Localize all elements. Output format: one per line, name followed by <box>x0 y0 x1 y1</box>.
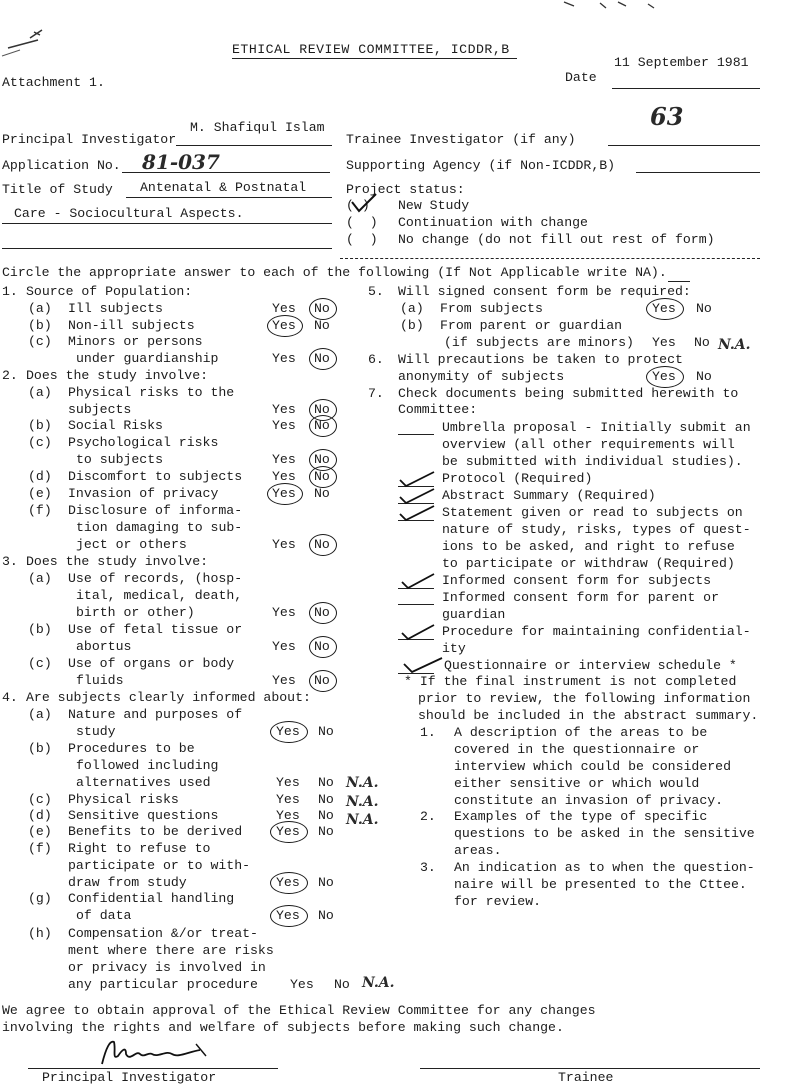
status-option-new: New Study <box>398 198 470 213</box>
q3b-text-2: abortus <box>76 639 132 654</box>
q1a-no[interactable]: No <box>314 301 330 316</box>
q3-title: Does the study involve: <box>26 554 209 569</box>
protocol-checkmark-icon <box>398 470 438 488</box>
attachment-label: Attachment 1. <box>2 75 105 90</box>
statement-checkmark-icon <box>398 504 438 522</box>
q3a-text-1: Use of records, (hosp- <box>68 571 243 586</box>
q2f-no[interactable]: No <box>314 537 330 552</box>
footnote-item-1-line-2: covered in the questionnaire or <box>454 742 700 757</box>
q2d-circle <box>309 466 337 488</box>
q2b-text: Social Risks <box>68 418 163 433</box>
q4b-letter: (b) <box>28 741 52 756</box>
umbrella-text-3: be submitted with individual studies). <box>442 454 743 469</box>
trainee-label: Trainee Investigator (if any) <box>346 132 576 147</box>
q7-text-1: Check documents being submitted herewith to <box>398 386 739 401</box>
footnote-item-2-line-2: questions to be asked in the sensitive <box>454 826 755 841</box>
footnote-item-3-line-3: for review. <box>454 894 542 909</box>
q1b-no[interactable]: No <box>314 318 330 333</box>
application-underline <box>122 172 330 173</box>
q2b-yes[interactable]: Yes <box>272 418 296 433</box>
q4a-text-1: Nature and purposes of <box>68 707 243 722</box>
q1c-text-1: Minors or persons <box>68 334 203 349</box>
statement-text-1: Statement given or read to subjects on <box>442 505 743 520</box>
q4f-text-1: Right to refuse to <box>68 841 211 856</box>
q4e-yes[interactable]: Yes <box>276 824 300 839</box>
q2e-text: Invasion of privacy <box>68 486 219 501</box>
protocol-text: Protocol (Required) <box>442 471 593 486</box>
q4d-text: Sensitive questions <box>68 808 219 823</box>
q2a-text-2: subjects <box>68 402 132 417</box>
q1b-letter: (b) <box>28 318 52 333</box>
q3b-no[interactable]: No <box>314 639 330 654</box>
q2d-yes[interactable]: Yes <box>272 469 296 484</box>
confidentiality-text-2: ity <box>442 641 466 656</box>
confidentiality-checkmark-icon <box>400 623 440 641</box>
q6-text-2: anonymity of subjects <box>398 369 565 384</box>
q2e-yes[interactable]: Yes <box>272 486 296 501</box>
q5a-circle <box>646 298 684 320</box>
q4c-na: N.A. <box>346 794 379 810</box>
q3b-text-1: Use of fetal tissue or <box>68 622 243 637</box>
statement-text-3: ions to be asked, and right to refuse <box>442 539 735 554</box>
q2e-letter: (e) <box>28 486 52 501</box>
q4h-na: N.A. <box>362 975 395 991</box>
q3a-no[interactable]: No <box>314 605 330 620</box>
q6-circle <box>646 366 684 388</box>
q4d-letter: (d) <box>28 808 52 823</box>
agency-label: Supporting Agency (if Non-ICDDR,B) <box>346 158 616 173</box>
q5a-letter: (a) <box>400 301 424 316</box>
footnote-line-2: prior to review, the following information <box>418 691 751 706</box>
q4d-na: N.A. <box>346 812 379 828</box>
consent-parent-blank[interactable] <box>398 604 434 605</box>
q2b-no[interactable]: No <box>314 418 330 433</box>
q2e-no[interactable]: No <box>314 486 330 501</box>
q4b-no[interactable]: No <box>318 775 334 790</box>
footnote-line-1: * If the final instrument is not completed <box>404 674 737 689</box>
q6-no[interactable]: No <box>696 369 712 384</box>
q2f-text-2: tion damaging to sub- <box>76 520 243 535</box>
q5a-yes[interactable]: Yes <box>652 301 676 316</box>
q4b-text-1: Procedures to be <box>68 741 195 756</box>
q2d-no[interactable]: No <box>314 469 330 484</box>
q4f-circle <box>270 872 308 894</box>
pi-label: Principal Investigator <box>2 132 177 147</box>
footnote-item-2-number: 2. <box>420 809 436 824</box>
header-separator <box>340 258 760 259</box>
q4-title: Are subjects clearly informed about: <box>26 690 311 705</box>
q4g-text-1: Confidential handling <box>68 891 235 906</box>
application-label: Application No. <box>2 158 121 173</box>
q2-number: 2. <box>2 368 18 383</box>
pi-signature <box>96 1036 226 1068</box>
pi-underline <box>176 145 332 146</box>
q5a-no[interactable]: No <box>696 301 712 316</box>
q1c-circle <box>309 348 337 370</box>
q3c-letter: (c) <box>28 656 52 671</box>
q2c-text-2: to subjects <box>76 452 164 467</box>
study-title-value-2: Care - Sociocultural Aspects. <box>14 206 244 221</box>
form-title: ETHICAL REVIEW COMMITTEE, ICDDR,B <box>232 42 510 57</box>
q2a-no[interactable]: No <box>314 402 330 417</box>
q4b-text-2: followed including <box>76 758 219 773</box>
q3a-yes[interactable]: Yes <box>272 605 296 620</box>
abstract-checkmark-icon <box>398 487 438 505</box>
q3c-text-1: Use of organs or body <box>68 656 235 671</box>
q4c-letter: (c) <box>28 792 52 807</box>
statement-text-4: to participate or withdraw (Required) <box>442 556 735 571</box>
q2c-yes[interactable]: Yes <box>272 452 296 467</box>
q6-number: 6. <box>368 352 384 367</box>
date-value: 11 September 1981 <box>614 55 749 70</box>
q4g-no[interactable]: No <box>318 908 334 923</box>
q3c-circle <box>309 670 337 692</box>
footnote-item-1-line-3: interview which could be considered <box>454 759 731 774</box>
q1-title: Source of Population: <box>26 284 193 299</box>
footnote-item-3-line-2: naire will be presented to the Cttee. <box>454 877 747 892</box>
q3a-text-3: birth or other) <box>76 605 195 620</box>
na-underline <box>668 281 690 282</box>
footnote-line-3: should be included in the abstract summary. <box>418 708 759 723</box>
q4-number: 4. <box>2 690 18 705</box>
q4c-text: Physical risks <box>68 792 179 807</box>
q3a-letter: (a) <box>28 571 52 586</box>
q3c-no[interactable]: No <box>314 673 330 688</box>
footnote-item-1-line-1: A description of the areas to be <box>454 725 708 740</box>
title-underline <box>232 58 517 59</box>
q1b-yes[interactable]: Yes <box>272 318 296 333</box>
umbrella-text-2: overview (all other requirements will <box>442 437 735 452</box>
q4h-letter: (h) <box>28 926 52 941</box>
q2a-letter: (a) <box>28 385 52 400</box>
checkmark-icon <box>350 192 380 214</box>
q3a-text-2: ital, medical, death, <box>76 588 243 603</box>
q2e-circle <box>267 483 303 505</box>
study-title-label: Title of Study <box>2 182 113 197</box>
consent-subjects-checkmark-icon <box>400 572 440 590</box>
q5b-na: N.A. <box>718 337 751 353</box>
q1c-text-2: under guardianship <box>76 351 219 366</box>
q1a-yes[interactable]: Yes <box>272 301 296 316</box>
q4e-text: Benefits to be derived <box>68 824 243 839</box>
status-box-new[interactable]: ( ) <box>346 198 370 213</box>
q4h-no[interactable]: No <box>334 977 350 992</box>
q4a-letter: (a) <box>28 707 52 722</box>
q2f-text-3: ject or others <box>76 537 187 552</box>
questionnaire-checkmark-icon <box>402 656 446 674</box>
instructions: Circle the appropriate answer to each of the following (If Not Applicable write NA). <box>2 265 667 280</box>
status-option-continuation: Continuation with change <box>398 215 588 230</box>
status-box-continuation[interactable]: ( ) <box>346 215 378 230</box>
q5a-text: From subjects <box>440 301 543 316</box>
q4a-yes[interactable]: Yes <box>276 724 300 739</box>
q6-yes[interactable]: Yes <box>652 369 676 384</box>
abstract-text: Abstract Summary (Required) <box>442 488 656 503</box>
q4b-yes[interactable]: Yes <box>276 775 300 790</box>
study-title-value-1: Antenatal & Postnatal <box>140 180 307 195</box>
footnote-item-2-line-1: Examples of the type of specific <box>454 809 708 824</box>
q4e-circle <box>270 821 308 843</box>
consent-subjects-text: Informed consent form for subjects <box>442 573 712 588</box>
trainee-signature-label: Trainee <box>558 1070 614 1085</box>
q4a-circle <box>270 721 308 743</box>
q4e-letter: (e) <box>28 824 52 839</box>
q2f-letter: (f) <box>28 503 52 518</box>
q4h-yes[interactable]: Yes <box>290 977 314 992</box>
q4f-letter: (f) <box>28 841 52 856</box>
status-box-nochange[interactable]: ( ) <box>346 232 378 247</box>
q1c-letter: (c) <box>28 334 52 349</box>
q4c-yes[interactable]: Yes <box>276 792 300 807</box>
q4h-text-2: ment where there are risks <box>68 943 274 958</box>
q3c-yes[interactable]: Yes <box>272 673 296 688</box>
q4h-text-4: any particular procedure <box>68 977 258 992</box>
umbrella-blank[interactable] <box>398 434 434 435</box>
q4g-letter: (g) <box>28 891 52 906</box>
agency-underline <box>636 172 760 173</box>
q2a-yes[interactable]: Yes <box>272 402 296 417</box>
study-title-underline-1 <box>126 197 332 198</box>
q6-text-1: Will precautions be taken to protect <box>398 352 683 367</box>
q2d-text: Discomfort to subjects <box>68 469 243 484</box>
q4f-text-2: participate or to with- <box>68 858 251 873</box>
agreement-line-2: involving the rights and welfare of subjects before making such change. <box>2 1020 564 1035</box>
agreement-line-1: We agree to obtain approval of the Ethical Review Committee for any changes <box>2 1003 596 1018</box>
q5b-no[interactable]: No <box>694 335 710 350</box>
footnote-item-1-line-4: either sensitive or which would <box>454 776 700 791</box>
q3-number: 3. <box>2 554 18 569</box>
q7-text-2: Committee: <box>398 402 478 417</box>
q5b-text-1: From parent or guardian <box>440 318 623 333</box>
footnote-item-2-line-3: areas. <box>454 843 502 858</box>
q1a-letter: (a) <box>28 301 52 316</box>
top-right-scribble <box>560 0 670 12</box>
q1b-circle <box>267 315 303 337</box>
study-title-underline-3 <box>2 248 332 249</box>
q1c-no[interactable]: No <box>314 351 330 366</box>
umbrella-text-1: Umbrella proposal - Initially submit an <box>442 420 751 435</box>
consent-parent-text-2: guardian <box>442 607 506 622</box>
handwritten-number: 63 <box>650 102 684 131</box>
q1b-text: Non-ill subjects <box>68 318 195 333</box>
q2c-no[interactable]: No <box>314 452 330 467</box>
questionnaire-text: Questionnaire or interview schedule * <box>444 658 737 673</box>
confidentiality-text-1: Procedure for maintaining confidential- <box>442 624 751 639</box>
q4h-text-3: or privacy is involved in <box>68 960 266 975</box>
q4g-text-2: of data <box>76 908 132 923</box>
q4h-text-1: Compensation &/or treat- <box>68 926 258 941</box>
date-label: Date <box>565 70 597 85</box>
q4b-text-3: alternatives used <box>76 775 211 790</box>
q3b-circle <box>309 636 337 658</box>
pi-signature-line <box>28 1068 278 1069</box>
footnote-item-3-number: 3. <box>420 860 436 875</box>
q2d-letter: (d) <box>28 469 52 484</box>
q3b-yes[interactable]: Yes <box>272 639 296 654</box>
status-option-nochange: No change (do not fill out rest of form) <box>398 232 715 247</box>
q4f-text-3: draw from study <box>68 875 187 890</box>
q1c-yes[interactable]: Yes <box>272 351 296 366</box>
q2f-yes[interactable]: Yes <box>272 537 296 552</box>
q3c-text-2: fluids <box>76 673 124 688</box>
q4a-no[interactable]: No <box>318 724 334 739</box>
date-underline <box>612 88 760 89</box>
trainee-underline <box>608 145 760 146</box>
q1a-circle <box>309 298 337 320</box>
q5b-text-2: (if subjects are minors) <box>444 335 634 350</box>
q3a-circle <box>309 602 337 624</box>
footnote-item-3-line-1: An indication as to when the question- <box>454 860 755 875</box>
q2a-text-1: Physical risks to the <box>68 385 235 400</box>
q4d-yes[interactable]: Yes <box>276 808 300 823</box>
q2b-circle <box>309 415 337 437</box>
footnote-item-1-number: 1. <box>420 725 436 740</box>
q4b-na: N.A. <box>346 775 379 791</box>
q4f-yes[interactable]: Yes <box>276 875 300 890</box>
q4a-text-2: study <box>76 724 116 739</box>
q5-title: Will signed consent form be required: <box>398 284 691 299</box>
q2-title: Does the study involve: <box>26 368 209 383</box>
q5b-letter: (b) <box>400 318 424 333</box>
q1a-text: Ill subjects <box>68 301 163 316</box>
corner-scribble <box>0 0 70 60</box>
footnote-item-1-line-5: constitute an invasion of privacy. <box>454 793 724 808</box>
q2f-text-1: Disclosure of informa- <box>68 503 243 518</box>
consent-parent-text-1: Informed consent form for parent or <box>442 590 719 605</box>
q5b-yes[interactable]: Yes <box>652 335 676 350</box>
q2c-letter: (c) <box>28 435 52 450</box>
pi-value: M. Shafiqul Islam <box>190 120 325 135</box>
q1-number: 1. <box>2 284 18 299</box>
q7-number: 7. <box>368 386 384 401</box>
q2b-letter: (b) <box>28 418 52 433</box>
study-title-underline-2 <box>2 223 332 224</box>
q3b-letter: (b) <box>28 622 52 637</box>
application-value: 81-037 <box>142 150 220 174</box>
q4g-yes[interactable]: Yes <box>276 908 300 923</box>
q5-number: 5. <box>368 284 384 299</box>
q4d-no[interactable]: No <box>318 808 334 823</box>
q4e-no[interactable]: No <box>318 824 334 839</box>
pi-signature-label: Principal Investigator <box>42 1070 217 1085</box>
q2c-text-1: Psychological risks <box>68 435 219 450</box>
q4c-no[interactable]: No <box>318 792 334 807</box>
trainee-signature-line <box>420 1068 760 1069</box>
q4f-no[interactable]: No <box>318 875 334 890</box>
q2f-circle <box>309 534 337 556</box>
status-label: Project status: <box>346 182 465 197</box>
q4g-circle <box>270 905 308 927</box>
statement-text-2: nature of study, risks, types of quest- <box>442 522 751 537</box>
